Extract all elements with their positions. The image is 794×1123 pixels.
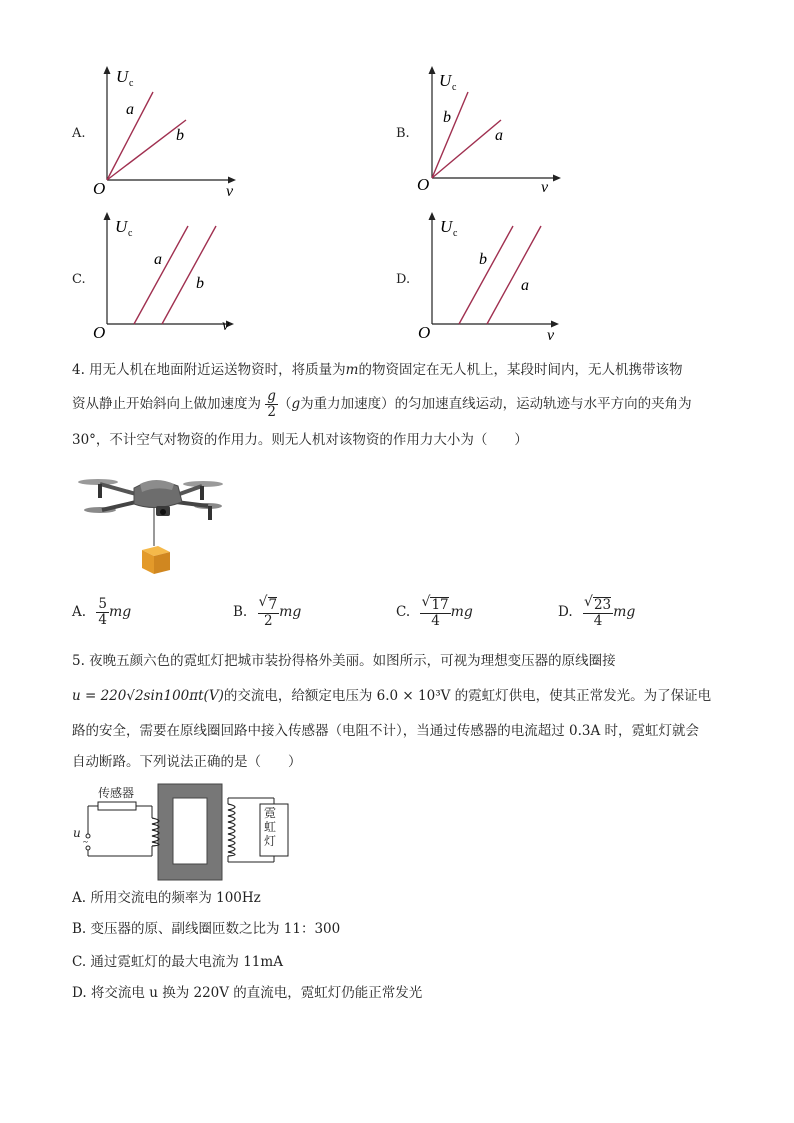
y-axis-subscript: c — [129, 78, 134, 89]
graph-option-a-label: A. — [72, 126, 86, 141]
x-axis-arrow — [553, 175, 561, 182]
line-1-label: b — [479, 251, 487, 268]
graph-b — [413, 62, 573, 198]
y-axis-label: U — [115, 217, 128, 236]
sensor-icon — [98, 802, 136, 810]
line-1 — [432, 92, 468, 178]
y-axis-label: U — [116, 67, 129, 86]
q4-line-2: 资从静止开始斜向上做加速度为 $\frac{g}{2}$ （g为重力加速度）的匀加速直线运动，运动轨迹与水平方向的夹角为 — [72, 388, 692, 420]
q5-line-3: 路的安全，需要在原线圈回路中接入传感器（电阻不计），当通过传感器的电流超过 0.3A 时，霓虹灯就会 — [72, 723, 700, 739]
q4-option-a[interactable]: A. $\frac{5}{4}$ mg — [72, 596, 132, 628]
line-1 — [459, 226, 513, 324]
y-axis-label: U — [439, 71, 452, 90]
y-axis-arrow — [104, 212, 111, 220]
origin-label: O — [417, 175, 430, 194]
q5-option-d[interactable]: D. 将交流电 u 换为 220V 的直流电，霓虹灯仍能正常发光 — [72, 985, 423, 1001]
line-2 — [107, 120, 186, 180]
graph-option-b-label: B. — [396, 126, 410, 141]
graph-c — [88, 208, 248, 344]
graph-a — [88, 62, 248, 198]
drone-illustration — [78, 462, 226, 580]
origin-label: O — [93, 323, 106, 342]
q4-line-3: 30°，不计空气对物资的作用力。则无人机对该物资的作用力大小为（ ） — [72, 432, 528, 448]
line-2-label: a — [495, 127, 503, 144]
q4-option-c[interactable]: C. √ $\frac{17}{4}$ mg — [396, 592, 473, 632]
q5-option-b[interactable]: B. 变压器的原、副线圈匝数之比为 11：300 — [72, 921, 341, 937]
q4-option-d[interactable]: D. √ $\frac{23}{4}$ mg — [558, 592, 635, 632]
line-2-label: b — [176, 127, 184, 144]
y-axis-arrow — [429, 212, 436, 220]
origin-label: O — [418, 323, 431, 342]
source-u-label: u — [73, 826, 81, 840]
svg-text:~: ~ — [83, 837, 88, 847]
q4-option-b[interactable]: B. √ $\frac{7}{2}$ mg — [233, 592, 301, 632]
x-axis-label: v — [226, 183, 234, 198]
x-axis-label: v — [547, 327, 555, 344]
sensor-label: 传感器 — [98, 786, 135, 800]
x-axis-label: v — [541, 179, 549, 196]
line-1-label: b — [443, 109, 451, 126]
q5-option-a[interactable]: A. 所用交流电的频率为 100Hz — [72, 890, 261, 906]
q5-option-c[interactable]: C. 通过霓虹灯的最大电流为 11mA — [72, 954, 283, 970]
line-2 — [162, 226, 216, 324]
graph-d — [413, 208, 573, 344]
y-axis-subscript: c — [453, 228, 458, 239]
line-2-label: a — [521, 277, 529, 294]
graph-option-d-label: D. — [396, 272, 411, 287]
line-1-label: a — [126, 101, 134, 118]
y-axis-arrow — [429, 66, 436, 74]
line-1 — [134, 226, 188, 324]
y-axis-subscript: c — [452, 82, 457, 93]
y-axis-subscript: c — [128, 228, 133, 239]
y-axis-label: U — [440, 217, 453, 236]
line-1-label: a — [154, 251, 162, 268]
secondary-coil — [228, 804, 235, 856]
acceleration-fraction: $\frac{g}{2}$ — [267, 388, 276, 420]
graph-option-c-label: C. — [72, 272, 86, 287]
y-axis-arrow — [104, 66, 111, 74]
neon-lamp-label: 霓虹灯 — [263, 806, 276, 848]
line-2 — [432, 120, 501, 178]
x-axis-label: v — [222, 317, 230, 334]
q5-line-1: 5. 夜晚五颜六色的霓虹灯把城市装扮得格外美丽。如图所示，可视为理想变压器的原线圈接 — [72, 653, 616, 669]
q5-line-2: u = 220√2sin100πt(V)的交流电，给额定电压为 6.0 × 10³V 的霓虹灯供电，使其正常发光。为了保证电 — [72, 688, 712, 704]
line-2 — [487, 226, 541, 324]
q4-line-1: 4. 用无人机在地面附近运送物资时，将质量为m的物资固定在无人机上，某段时间内，无人机携带该物 — [72, 362, 683, 378]
origin-label: O — [93, 179, 106, 198]
q5-line-4: 自动断路。下列说法正确的是（ ） — [72, 754, 302, 770]
line-2-label: b — [196, 275, 204, 292]
